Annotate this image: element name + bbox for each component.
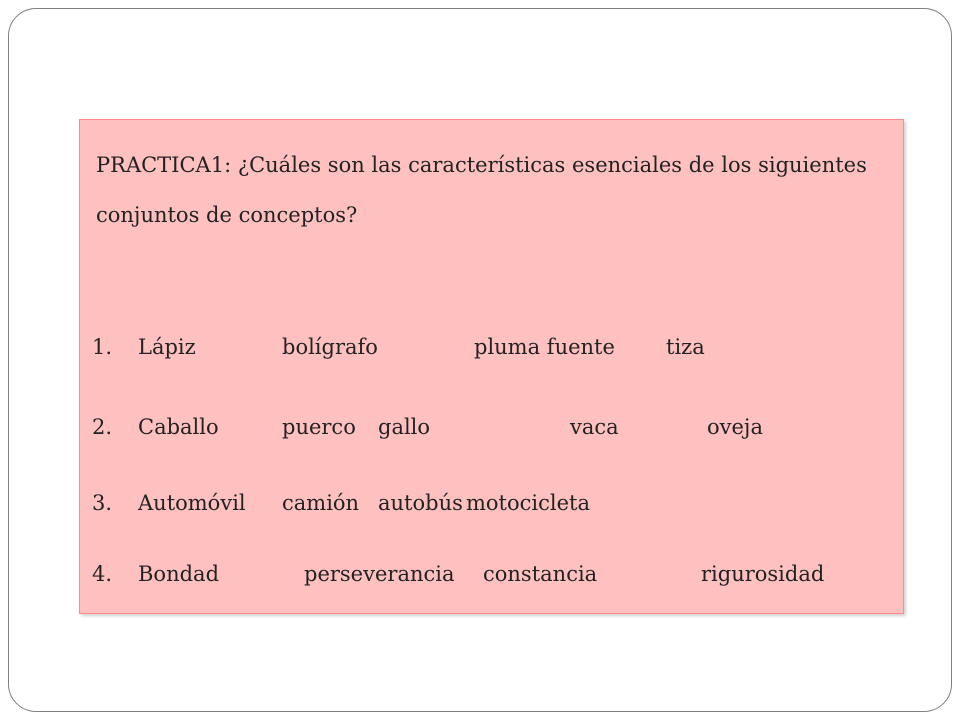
- term: Lápiz: [138, 335, 196, 359]
- list-item-3: [80, 483, 905, 523]
- term: oveja: [707, 415, 763, 439]
- list-item-1: [80, 327, 905, 367]
- term: Automóvil: [138, 491, 246, 515]
- term: perseverancia: [304, 562, 455, 586]
- term: tiza: [666, 335, 705, 359]
- term: Caballo: [138, 415, 219, 439]
- term: gallo: [378, 415, 431, 439]
- item-number: 2.: [92, 415, 113, 439]
- practice-prompt: PRACTICA1: ¿Cuáles son las características esenciales de los siguientes conjuntos de conceptos?: [96, 153, 867, 227]
- item-number: 1.: [92, 335, 113, 359]
- slide-frame: [8, 8, 952, 712]
- list-item-4: [80, 554, 905, 594]
- term: rigurosidad: [701, 562, 825, 586]
- list-item-2: [80, 407, 905, 447]
- term: constancia: [483, 562, 598, 586]
- content-box: [79, 119, 904, 614]
- term: vaca: [570, 415, 619, 439]
- term: puerco: [282, 415, 356, 439]
- item-number: 4.: [92, 562, 113, 586]
- term: bolígrafo: [282, 335, 378, 359]
- term: pluma fuente: [474, 335, 615, 359]
- item-number: 3.: [92, 491, 113, 515]
- term: Bondad: [138, 562, 220, 586]
- term: camión: [282, 491, 360, 515]
- term: autobús: [378, 491, 463, 515]
- term: motocicleta: [466, 491, 590, 515]
